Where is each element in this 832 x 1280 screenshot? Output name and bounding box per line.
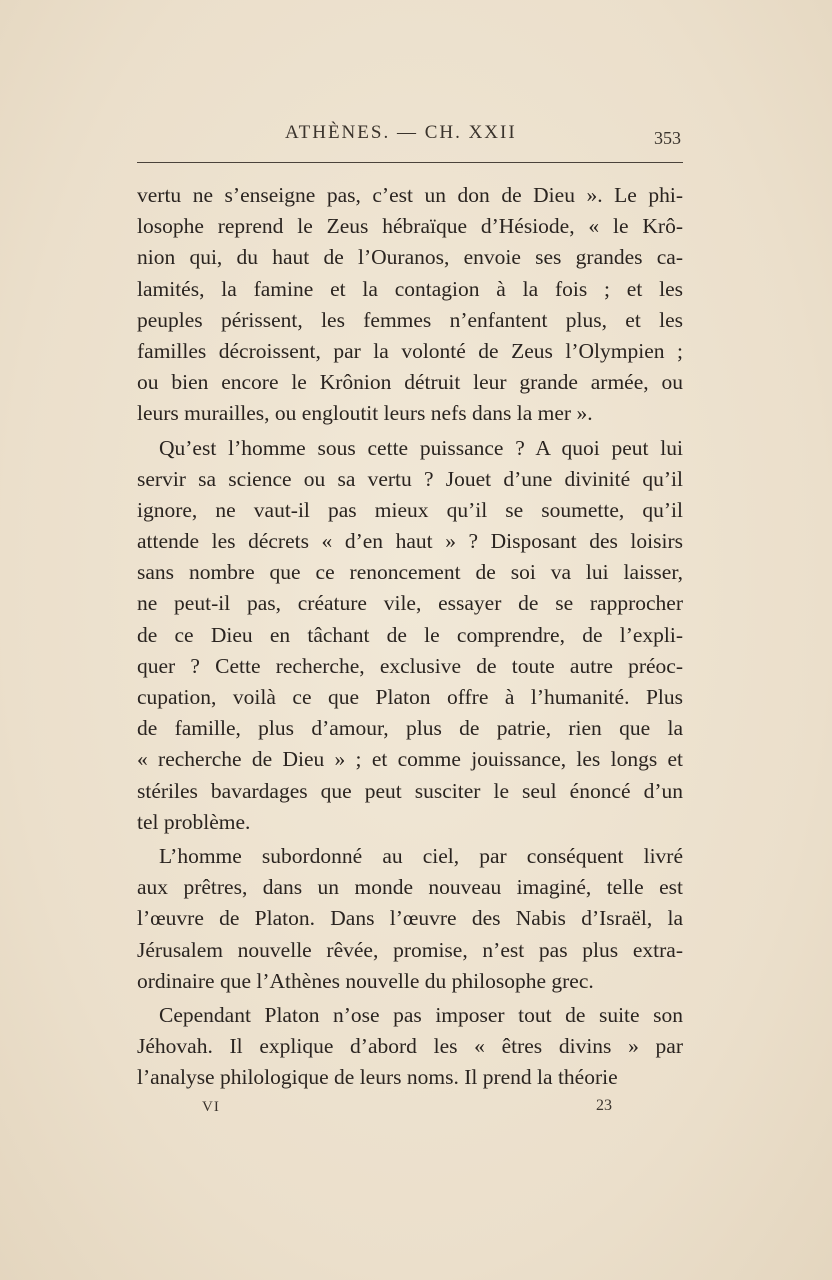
text-line: ordinaire que l’Athènes nouvelle du philosophe grec. xyxy=(137,968,594,993)
signature-mark: VI xyxy=(202,1099,220,1115)
text-line: cupation, voilà ce que Platon offre à l’humanité. Plus xyxy=(137,685,683,709)
text-line: attende les décrets « d’en haut » ? Disposant des loisirs xyxy=(137,529,683,554)
text-line: lamités, la famine et la contagion à la fois ; et les xyxy=(137,276,683,301)
paragraph xyxy=(137,433,683,838)
header-rule xyxy=(137,162,683,163)
text-line: Qu’est l’homme sous cette puissance ? A quoi peut lui xyxy=(159,435,683,460)
text-line: de ce Dieu en tâchant de le comprendre, de l’expli- xyxy=(137,622,683,647)
text-line: tel problème. xyxy=(137,809,251,834)
body-text xyxy=(137,180,683,1093)
text-line: nion qui, du haut de l’Ouranos, envoie ses grandes ca- xyxy=(137,245,683,270)
page-footer xyxy=(137,1095,683,1121)
text-line: leurs murailles, ou engloutit leurs nefs dans la mer ». xyxy=(137,401,593,426)
paragraph xyxy=(137,1000,683,1094)
paragraph xyxy=(137,841,683,997)
text-line: peuples périssent, les femmes n’enfantent plus, et les xyxy=(137,307,683,332)
text-line: aux prêtres, dans un monde nouveau imaginé, telle est xyxy=(137,875,683,900)
text-line: l’analyse philologique de leurs noms. Il prend la théorie xyxy=(137,1065,618,1090)
paragraph xyxy=(137,180,683,430)
sheet-number: 23 xyxy=(596,1097,612,1114)
text-line: Cependant Platon n’ose pas imposer tout de suite son xyxy=(159,1002,683,1027)
text-line: « recherche de Dieu » ; et comme jouissance, les longs et xyxy=(137,747,683,772)
text-line: quer ? Cette recherche, exclusive de toute autre préoc- xyxy=(137,653,683,678)
text-line: losophe reprend le Zeus hébraïque d’Hésiode, « le Krô- xyxy=(137,214,683,239)
page-header xyxy=(137,118,683,158)
text-line: de famille, plus d’amour, plus de patrie, rien que la xyxy=(137,716,683,741)
text-line: familles décroissent, par la volonté de Zeus l’Olympien ; xyxy=(137,338,683,363)
text-line: ou bien encore le Krônion détruit leur grande armée, ou xyxy=(137,370,683,395)
text-line: Jérusalem nouvelle rêvée, promise, n’est pas plus extra- xyxy=(137,937,683,962)
running-head: ATHÈNES. — CH. XXII xyxy=(285,122,517,143)
text-line: sans nombre que ce renoncement de soi va lui laisser, xyxy=(137,560,683,585)
text-line: stériles bavardages que peut susciter le seul énoncé d’un xyxy=(137,778,683,803)
page-number: 353 xyxy=(654,128,681,148)
text-line: Jéhovah. Il explique d’abord les « êtres divins » par xyxy=(137,1034,683,1059)
text-line: ne peut-il pas, créature vile, essayer de se rapprocher xyxy=(137,591,683,616)
text-line: servir sa science ou sa vertu ? Jouet d’une divinité qu’il xyxy=(137,466,683,491)
text-line: l’œuvre de Platon. Dans l’œuvre des Nabis d’Israël, la xyxy=(137,906,683,931)
text-line: L’homme subordonné au ciel, par conséquent livré xyxy=(159,843,683,868)
text-line: vertu ne s’enseigne pas, c’est un don de Dieu ». Le phi- xyxy=(137,183,683,207)
text-line: ignore, ne vaut-il pas mieux qu’il se soumette, qu’il xyxy=(137,497,683,522)
